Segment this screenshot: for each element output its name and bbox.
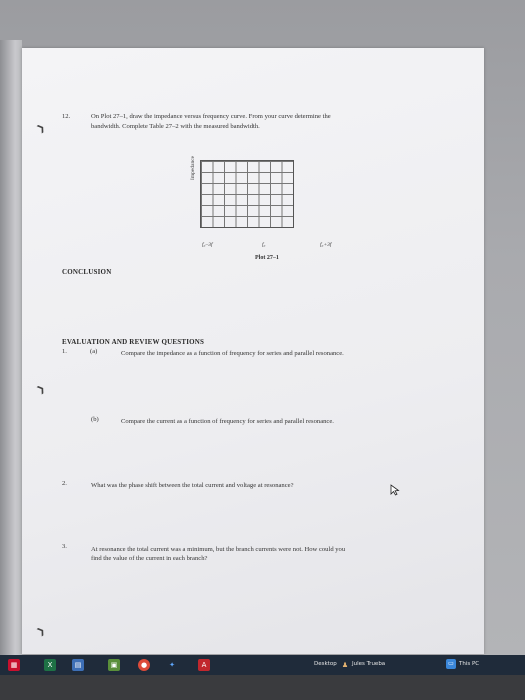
question-text: find the value of the current in each branch? bbox=[91, 555, 208, 562]
conclusion-heading: CONCLUSION bbox=[62, 268, 112, 276]
plot-grid bbox=[200, 160, 294, 228]
margin-mark: ❯ bbox=[35, 383, 48, 396]
start-icon[interactable]: ▦ bbox=[8, 659, 20, 671]
margin-mark: ❯ bbox=[35, 625, 48, 638]
question-text: At resonance the total current was a minimum, but the branch currents were not. How could you bbox=[91, 546, 346, 553]
plot-tick-right: f₀+3f bbox=[320, 242, 332, 248]
question-text: Compare the impedance as a function of frequency for series and parallel resonance. bbox=[121, 350, 344, 357]
computer-icon: ▭ bbox=[446, 659, 456, 669]
user-icon: ♟ bbox=[341, 661, 349, 669]
plot-tick-left: f₀–3f bbox=[202, 242, 213, 248]
taskbar-this-pc-label[interactable]: This PC bbox=[459, 661, 480, 667]
acrobat-icon[interactable]: A bbox=[198, 659, 210, 671]
photos-icon[interactable]: ▣ bbox=[108, 659, 120, 671]
plot-y-axis-label: Impedance bbox=[190, 155, 196, 180]
plot-caption: Plot 27–1 bbox=[255, 255, 279, 261]
subquestion-label: (a) bbox=[90, 348, 98, 355]
excel-icon[interactable]: X bbox=[44, 659, 56, 671]
left-window-edge bbox=[0, 40, 22, 655]
taskbar-desktop-label[interactable]: Desktop bbox=[314, 661, 337, 667]
question-text: On Plot 27–1, draw the impedance versus frequency curve. From your curve determine the bbox=[91, 113, 331, 120]
chrome-icon[interactable]: ● bbox=[138, 659, 150, 671]
question-text: Compare the current as a function of frequency for series and parallel resonance. bbox=[121, 418, 334, 425]
store-icon[interactable]: ▤ bbox=[72, 659, 84, 671]
plot-tick-center: f₀ bbox=[262, 242, 266, 248]
question-number: 3. bbox=[62, 543, 67, 550]
question-number: 2. bbox=[62, 480, 67, 487]
subquestion-label: (b) bbox=[91, 416, 99, 423]
question-text: What was the phase shift between the total current and voltage at resonance? bbox=[91, 482, 294, 489]
monitor-bezel bbox=[0, 675, 525, 700]
mouse-cursor-icon bbox=[390, 484, 400, 496]
question-number: 12. bbox=[62, 113, 71, 120]
evaluation-heading: EVALUATION AND REVIEW QUESTIONS bbox=[62, 338, 205, 346]
taskbar-user-label[interactable]: Jules Trueba bbox=[352, 661, 386, 667]
question-number: 1. bbox=[62, 348, 67, 355]
question-text: bandwidth. Complete Table 27–2 with the measured bandwidth. bbox=[91, 123, 260, 130]
margin-mark: ❯ bbox=[35, 122, 48, 135]
media-icon[interactable]: ✦ bbox=[169, 661, 175, 669]
